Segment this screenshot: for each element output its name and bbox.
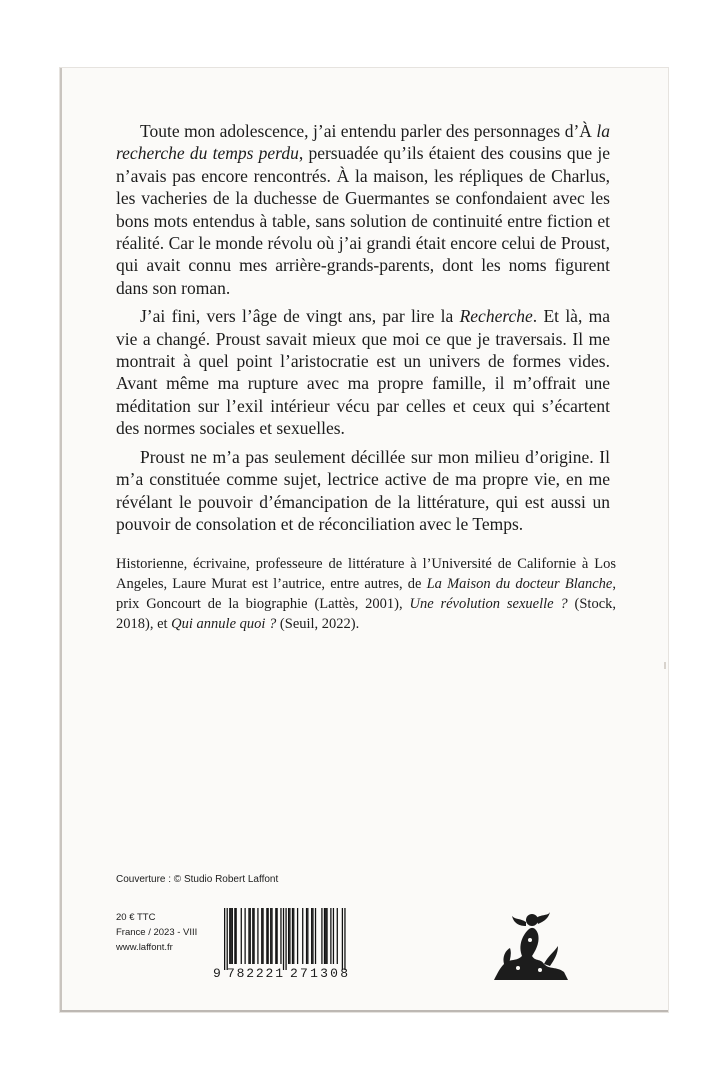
barcode-bar [276, 908, 277, 964]
barcode-bar [234, 908, 235, 964]
barcode-bar [229, 908, 230, 964]
book-title-italic: Une révolution sexuelle ? [409, 596, 568, 612]
barcode-bar [325, 908, 326, 964]
author-bio-paragraph [116, 554, 616, 634]
barcode-bar [288, 908, 289, 964]
publisher-website: www.laffont.fr [116, 942, 173, 953]
book-title-italic: la recherche du temps perdu [116, 121, 610, 164]
barcode-bar [321, 908, 322, 964]
paper-mark [664, 662, 666, 669]
back-cover [60, 68, 668, 1012]
barcode-bar [232, 908, 233, 964]
bio-text: Historienne, écrivaine, professeure de littérature à l’Université de Californie à Los Angeles, Laure Murat est l’autrice, entre autres, de [116, 556, 616, 592]
bio-text: (Stock, 2018), et [116, 596, 617, 632]
barcode-bar [227, 908, 228, 970]
barcode-bar [261, 908, 262, 964]
blurb [116, 120, 610, 541]
blurb-text: J’ai fini, vers l’âge de vingt ans, par lire la [140, 306, 460, 327]
barcode-bar [315, 908, 316, 964]
cover-credit: Couverture : © Studio Robert Laffont [116, 874, 279, 885]
barcode-bar [307, 908, 308, 964]
barcode-bar [236, 908, 237, 964]
barcode-bar [271, 908, 272, 964]
barcode-bar [306, 908, 307, 964]
blurb-paragraph-1 [116, 120, 610, 299]
barcode-bar [266, 908, 267, 964]
bio-text: (Seuil, 2022). [276, 616, 360, 632]
bio-text: , prix Goncourt de la biographie (Lattès, 2001), [116, 576, 616, 612]
isbn-barcode [210, 906, 358, 981]
barcode-bar [262, 908, 263, 964]
barcode-bar [253, 908, 254, 964]
barcode-bar [230, 908, 231, 964]
barcode-bar [241, 908, 242, 964]
price: 20 € TTC [116, 912, 156, 923]
barcode-bar [270, 908, 271, 964]
barcode-bar [297, 908, 298, 964]
barcode-bar [333, 908, 334, 964]
barcode-bar [342, 908, 343, 970]
blurb-text: Proust ne m’a pas seulement décillée sur mon milieu d’origine. Il m’a constituée comme sujet, lectrice active de ma propre vie, en me révélant le pouvoir d’émancipation de la littérature, qui est aussi un pouvoir de consolation et de réconciliation avec le Temps. [116, 446, 610, 534]
barcode-bar [312, 908, 313, 964]
cover-left-edge [60, 68, 62, 1012]
barcode-bar [302, 908, 303, 964]
book-title-italic: Recherche [459, 306, 533, 327]
barcode-bar [344, 908, 345, 970]
barcode-bar [250, 908, 251, 964]
barcode-bar [293, 908, 294, 964]
cover-bottom-edge [60, 1010, 668, 1012]
barcode-lead-digit: 9 [213, 966, 221, 981]
barcode-bar [324, 908, 325, 964]
barcode-bar [337, 908, 338, 964]
blurb-text: Toute mon adolescence, j’ai entendu parler des personnages d’À [140, 121, 597, 141]
barcode-bar [224, 908, 225, 970]
author-bio [116, 554, 616, 634]
blurb-paragraph-3 [116, 446, 610, 536]
barcode-digits-left: 782221 [227, 966, 283, 981]
barcode-bar [280, 908, 281, 964]
barcode-bar [283, 908, 284, 970]
publisher-emblem-icon [492, 906, 570, 984]
barcode-bar [326, 908, 327, 964]
barcode-bar [285, 908, 286, 970]
barcode-bar [275, 908, 276, 964]
blurb-text: , persuadée qu’ils étaient des cousins que je n’avais pas encore rencontrés. À la maison, les répliques de Charlus, les vacheries de la duchesse de Guermantes se confondaient avec les bons mots entendus à table, sans solution de continuité entre fiction et réalité. Car le monde révolu où j’ai grandi était encore celui de Proust, qui avait connu mes arrière-grands-parents, dont les noms figurent dans son roman. [116, 143, 611, 298]
edition-code: France / 2023 - VIII [116, 927, 198, 938]
barcode-bar [311, 908, 312, 964]
book-title-italic: La Maison du docteur Blanche [426, 576, 613, 592]
blurb-paragraph-2 [116, 305, 610, 439]
barcode-bar [252, 908, 253, 964]
barcode-bar [330, 908, 331, 964]
barcode-bar [244, 908, 245, 964]
barcode-digits-right: 271308 [290, 966, 348, 981]
barcode-bar [292, 908, 293, 964]
price-box [116, 910, 197, 955]
barcode-bar [268, 908, 269, 964]
barcode-bar [248, 908, 249, 964]
book-title-italic: Qui annule quoi ? [171, 616, 277, 632]
barcode-bar [289, 908, 290, 964]
barcode-bar [257, 908, 258, 964]
blurb-text: . Et là, ma vie a changé. Proust savait mieux que moi ce que je traversais. Il me montrait à quel point l’aristocratie est un univers de formes vides. Avant même ma rupture avec ma propre famille, il m’offrait une méditation sur l’exil intérieur vécu par celles et ceux qui s’écartent des normes sociales et sexuelles. [116, 306, 611, 439]
